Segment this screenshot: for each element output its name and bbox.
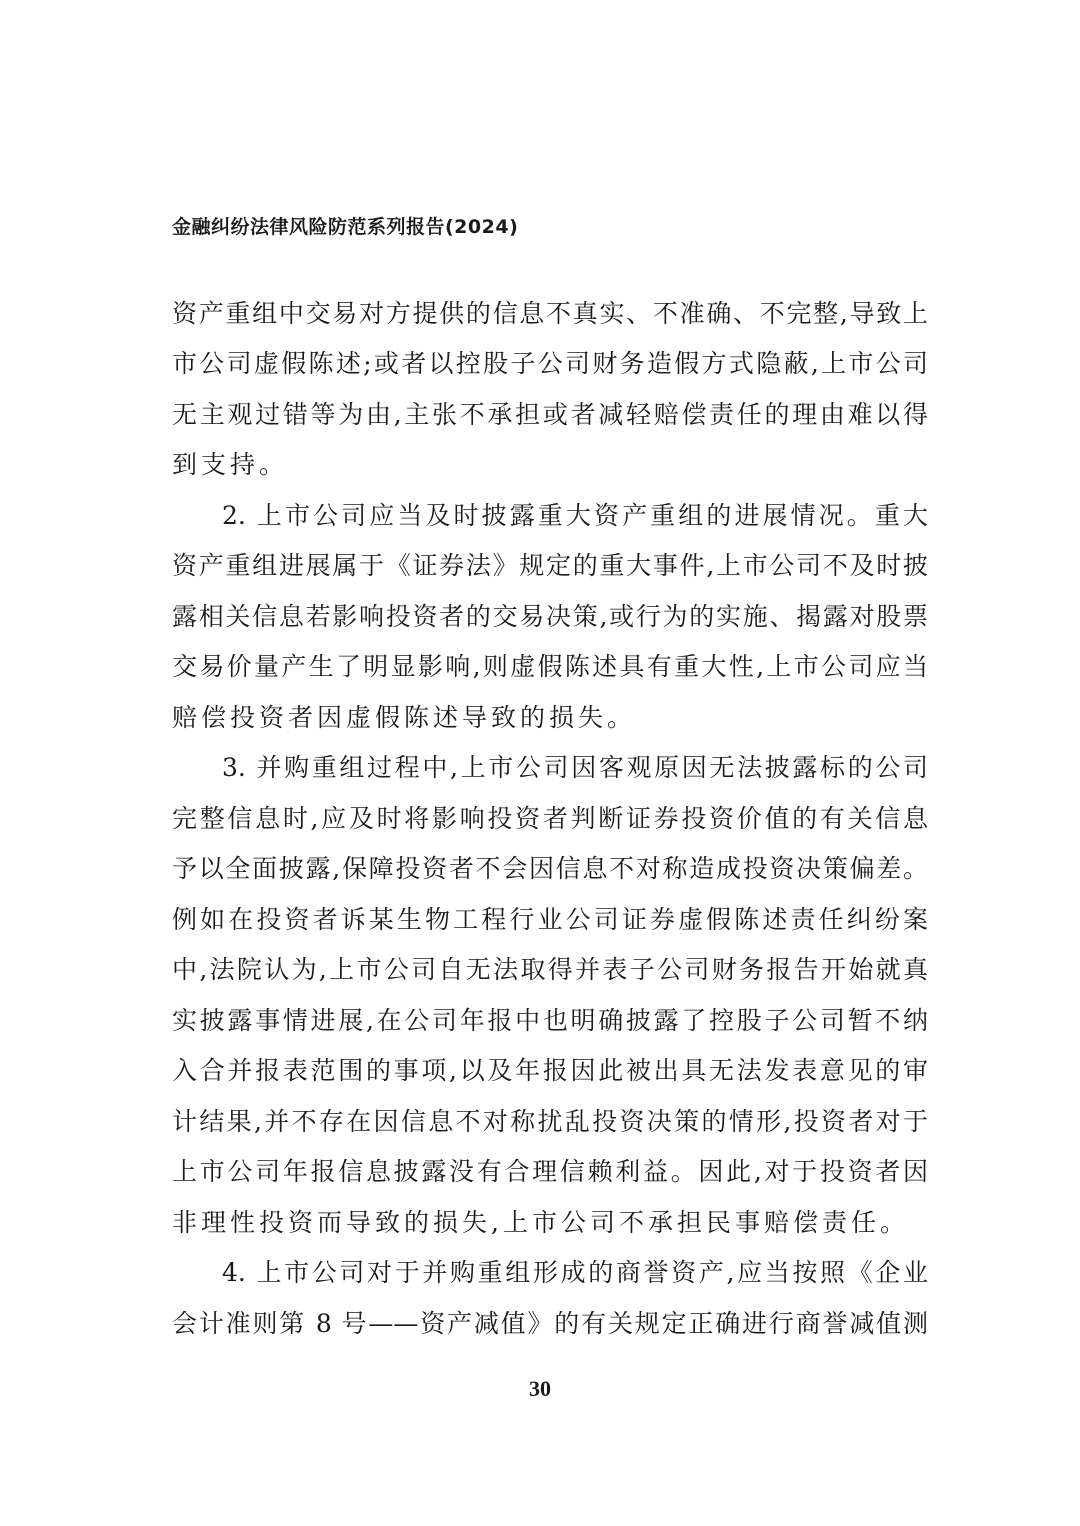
text-line: 例如在投资者诉某生物工程行业公司证券虚假陈述责任纠纷案	[172, 905, 928, 934]
text-line: 予以全面披露,保障投资者不会因信息不对称造成投资决策偏差。	[172, 854, 928, 883]
text-line: 实披露事情进展,在公司年报中也明确披露了控股子公司暂不纳	[172, 1006, 928, 1035]
paragraph-3-start: 3. 并购重组过程中,上市公司因客观原因无法披露标的公司	[222, 753, 928, 782]
text-line: 露相关信息若影响投资者的交易决策,或行为的实施、揭露对股票	[172, 602, 928, 631]
text-line: 会计准则第 8 号——资产减值》的有关规定正确进行商誉减值测	[172, 1309, 928, 1338]
text-line: 非理性投资而导致的损失,上市公司不承担民事赔偿责任。	[172, 1208, 909, 1237]
text-line: 到支持。	[172, 450, 289, 479]
text-line: 市公司虚假陈述;或者以控股子公司财务造假方式隐蔽,上市公司	[172, 349, 928, 378]
paragraph-2-start: 2. 上市公司应当及时披露重大资产重组的进展情况。重大	[222, 501, 928, 530]
text-line: 资产重组进展属于《证券法》规定的重大事件,上市公司不及时披	[172, 551, 928, 580]
text-line: 资产重组中交易对方提供的信息不真实、不准确、不完整,导致上	[172, 299, 928, 328]
text-line: 中,法院认为,上市公司自无法取得并表子公司财务报告开始就真	[172, 955, 928, 984]
text-line: 计结果,并不存在因信息不对称扰乱投资决策的情形,投资者对于	[172, 1107, 928, 1136]
text-line: 交易价量产生了明显影响,则虚假陈述具有重大性,上市公司应当	[172, 652, 928, 681]
paragraph-4-start: 4. 上市公司对于并购重组形成的商誉资产,应当按照《企业	[222, 1258, 928, 1287]
text-line: 完整信息时,应及时将影响投资者判断证券投资价值的有关信息	[172, 804, 928, 833]
text-line: 上市公司年报信息披露没有合理信赖利益。因此,对于投资者因	[172, 1157, 928, 1186]
page-number: 30	[529, 1376, 551, 1401]
text-line: 入合并报表范围的事项,以及年报因此被出具无法发表意见的审	[172, 1056, 928, 1085]
running-header: 金融纠纷法律风险防范系列报告(2024)	[172, 216, 519, 238]
text-line: 无主观过错等为由,主张不承担或者减轻赔偿责任的理由难以得	[172, 400, 928, 429]
text-line: 赔偿投资者因虚假陈述导致的损失。	[172, 703, 637, 732]
